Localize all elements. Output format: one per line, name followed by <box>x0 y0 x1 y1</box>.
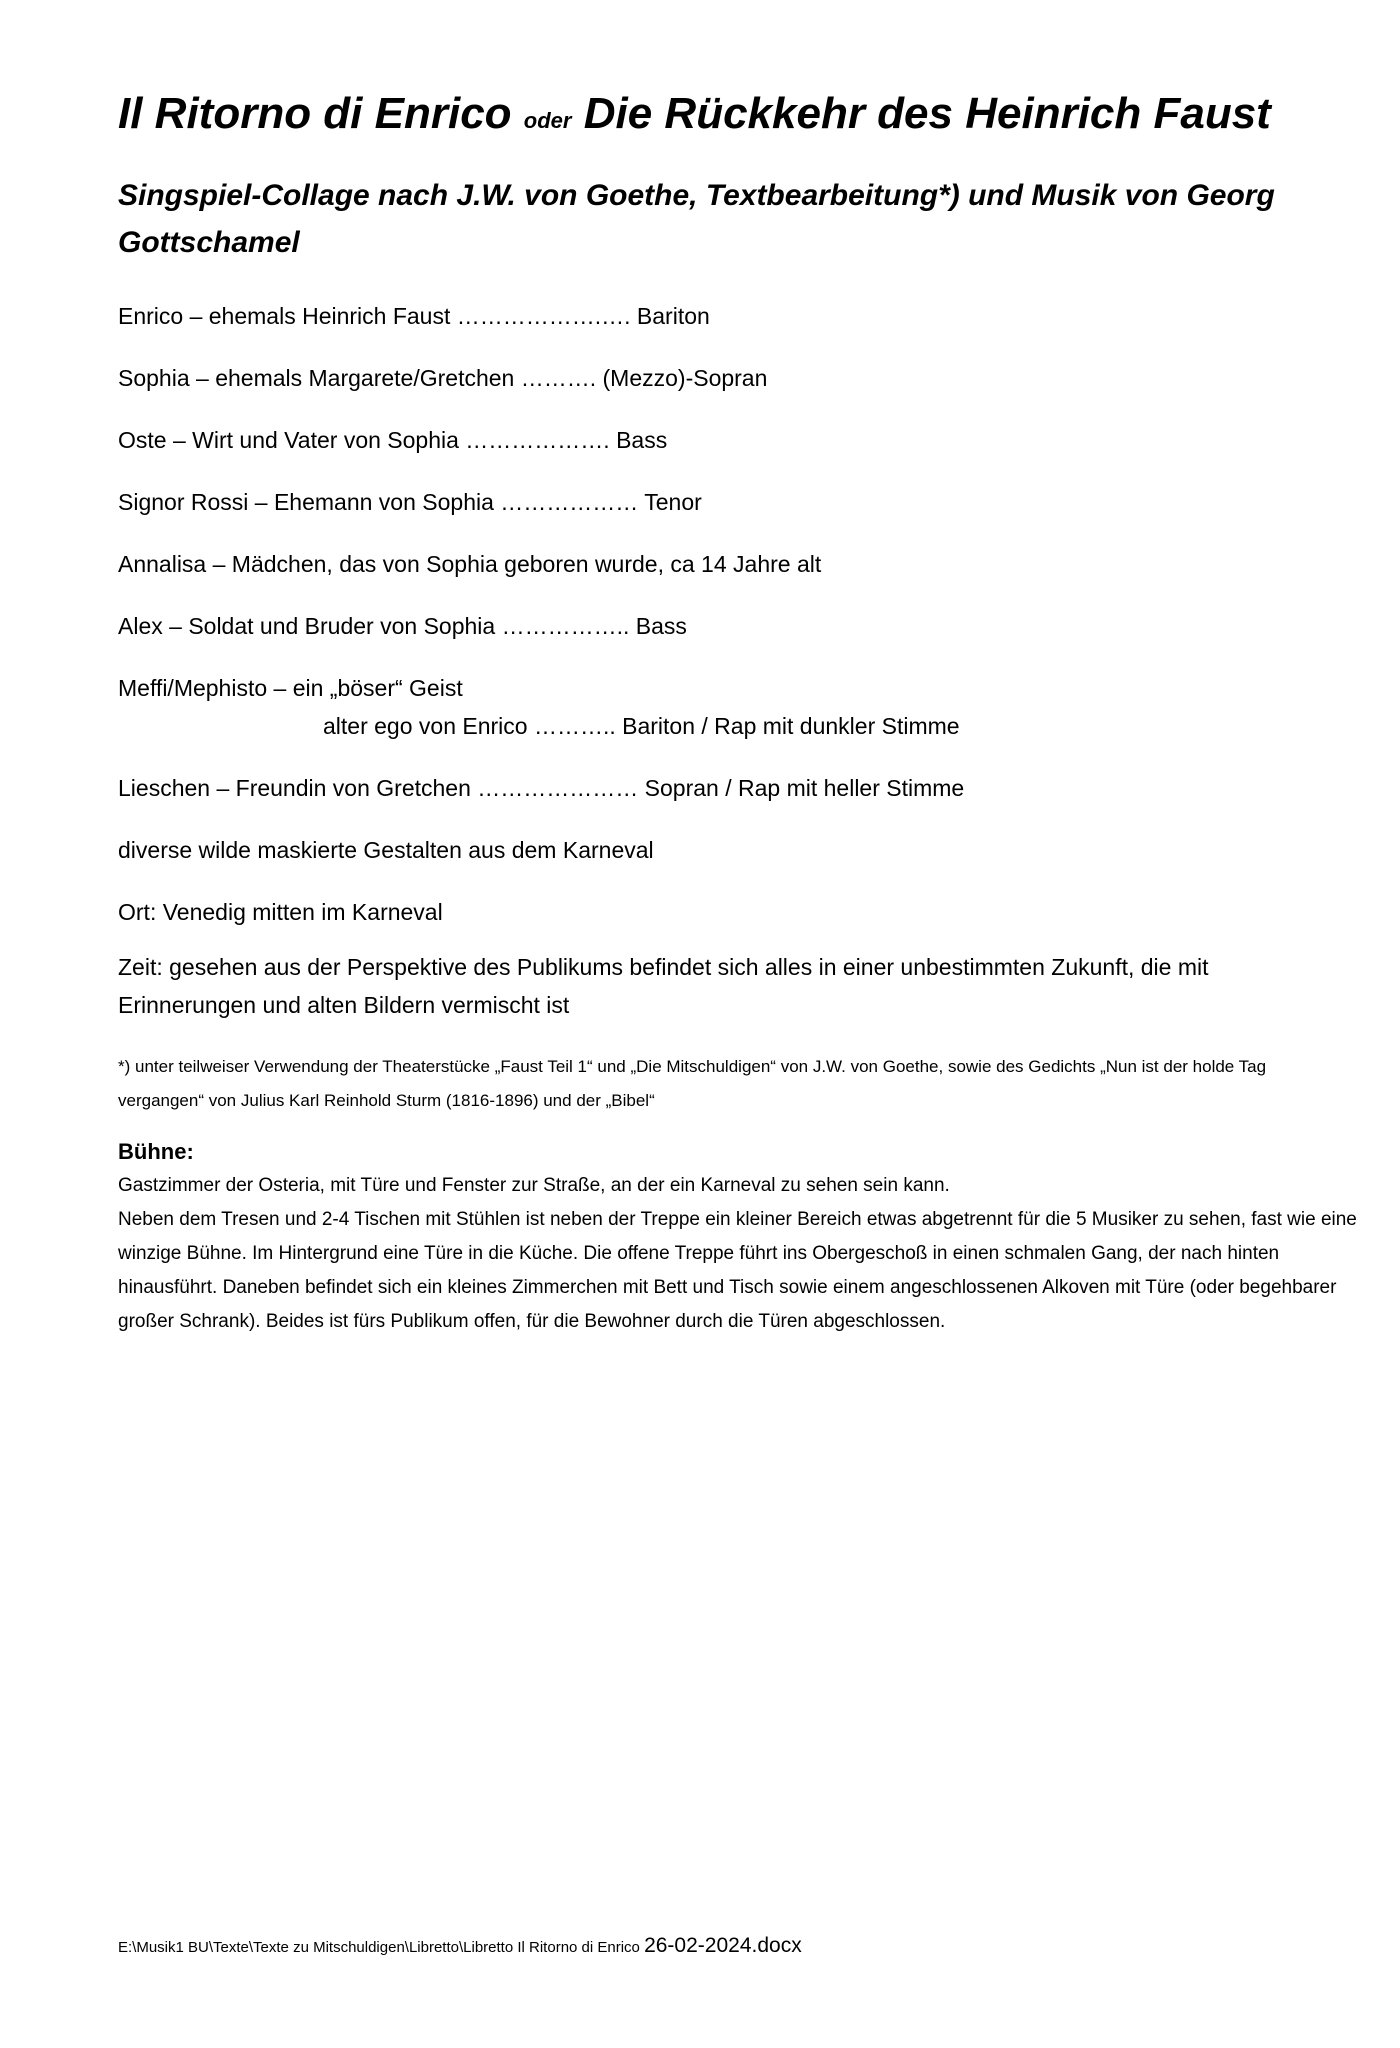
title-part-2: Die Rückkehr des Heinrich Faust <box>583 89 1271 138</box>
title-connector: oder <box>523 108 572 133</box>
document-title <box>118 84 1318 151</box>
document-subtitle: Singspiel-Collage nach J.W. von Goethe, Textbearbeitung*) und Musik von Georg Gottschamel <box>118 179 1275 259</box>
setting-place: Ort: Venedig mitten im Karneval <box>118 899 443 925</box>
cast-entry-masked-figures: diverse wilde maskierte Gestalten aus dem Karneval <box>118 837 654 863</box>
cast-entry-oste: Oste – Wirt und Vater von Sophia ………………. Bass <box>118 427 668 453</box>
cast-entry-rossi: Signor Rossi – Ehemann von Sophia ……………… Tenor <box>118 489 702 515</box>
footer-file-path <box>118 1932 802 1962</box>
stage-description-paragraph: Neben dem Tresen und 2-4 Tischen mit Stühlen ist neben der Treppe ein kleiner Bereich etwas abgetrennt für die 5 Musiker zu sehen, fast wie eine winzige Bühne. Im Hintergrund eine Türe in die Küche. Die offene Treppe führt ins Obergeschoß in einen schmalen Gang, der nach hinten hinausführt. Daneben befindet sich ein kleines Zimmerchen mit Bett und Tisch sowie einem angeschlossenen Alkoven mit Türe (oder begehbarer großer Schrank). Beides ist fürs Publikum offen, für die Bewohner durch die Türen abgeschlossen. <box>118 1209 1357 1332</box>
footer-date: 26-02-2024.docx <box>644 1934 802 1957</box>
stage-heading: Bühne: <box>118 1139 194 1164</box>
title-part-1: Il Ritorno di Enrico <box>118 89 512 138</box>
cast-entry-mephisto-line1: Meffi/Mephisto – ein „böser“ Geist <box>118 675 463 701</box>
cast-entry-mephisto <box>118 669 1318 745</box>
cast-entry-mephisto-line2: alter ego von Enrico ……….. Bariton / Rap mit dunkler Stimme <box>323 713 960 739</box>
cast-entry-annalisa: Annalisa – Mädchen, das von Sophia geboren wurde, ca 14 Jahre alt <box>118 551 822 577</box>
footer-path: E:\Musik1 BU\Texte\Texte zu Mitschuldigen\Libretto\Libretto Il Ritorno di Enrico <box>118 1939 640 1956</box>
stage-description-line-1: Gastzimmer der Osteria, mit Türe und Fenster zur Straße, an der ein Karneval zu sehen sein kann. <box>118 1175 950 1196</box>
footnote: *) unter teilweiser Verwendung der Theaterstücke „Faust Teil 1“ und „Die Mitschuldigen“ von J.W. von Goethe, sowie des Gedichts „Nun ist der holde Tag vergangen“ von Julius Karl Reinhold Sturm (1816-1896) und der „Bibel“ <box>118 1057 1267 1110</box>
stage-description <box>118 1169 1358 1339</box>
cast-entry-sophia: Sophia – ehemals Margarete/Gretchen ………. (Mezzo)-Sopran <box>118 365 768 391</box>
cast-entry-alex: Alex – Soldat und Bruder von Sophia …………….. Bass <box>118 613 687 639</box>
setting-time: Zeit: gesehen aus der Perspektive des Publikums befindet sich alles in einer unbestimmten Zukunft, die mit Erinnerungen und alten Bildern vermischt ist <box>118 954 1209 1018</box>
cast-entry-enrico: Enrico – ehemals Heinrich Faust ……………….…. Bariton <box>118 303 710 329</box>
cast-entry-lieschen: Lieschen – Freundin von Gretchen ………………… Sopran / Rap mit heller Stimme <box>118 775 965 801</box>
